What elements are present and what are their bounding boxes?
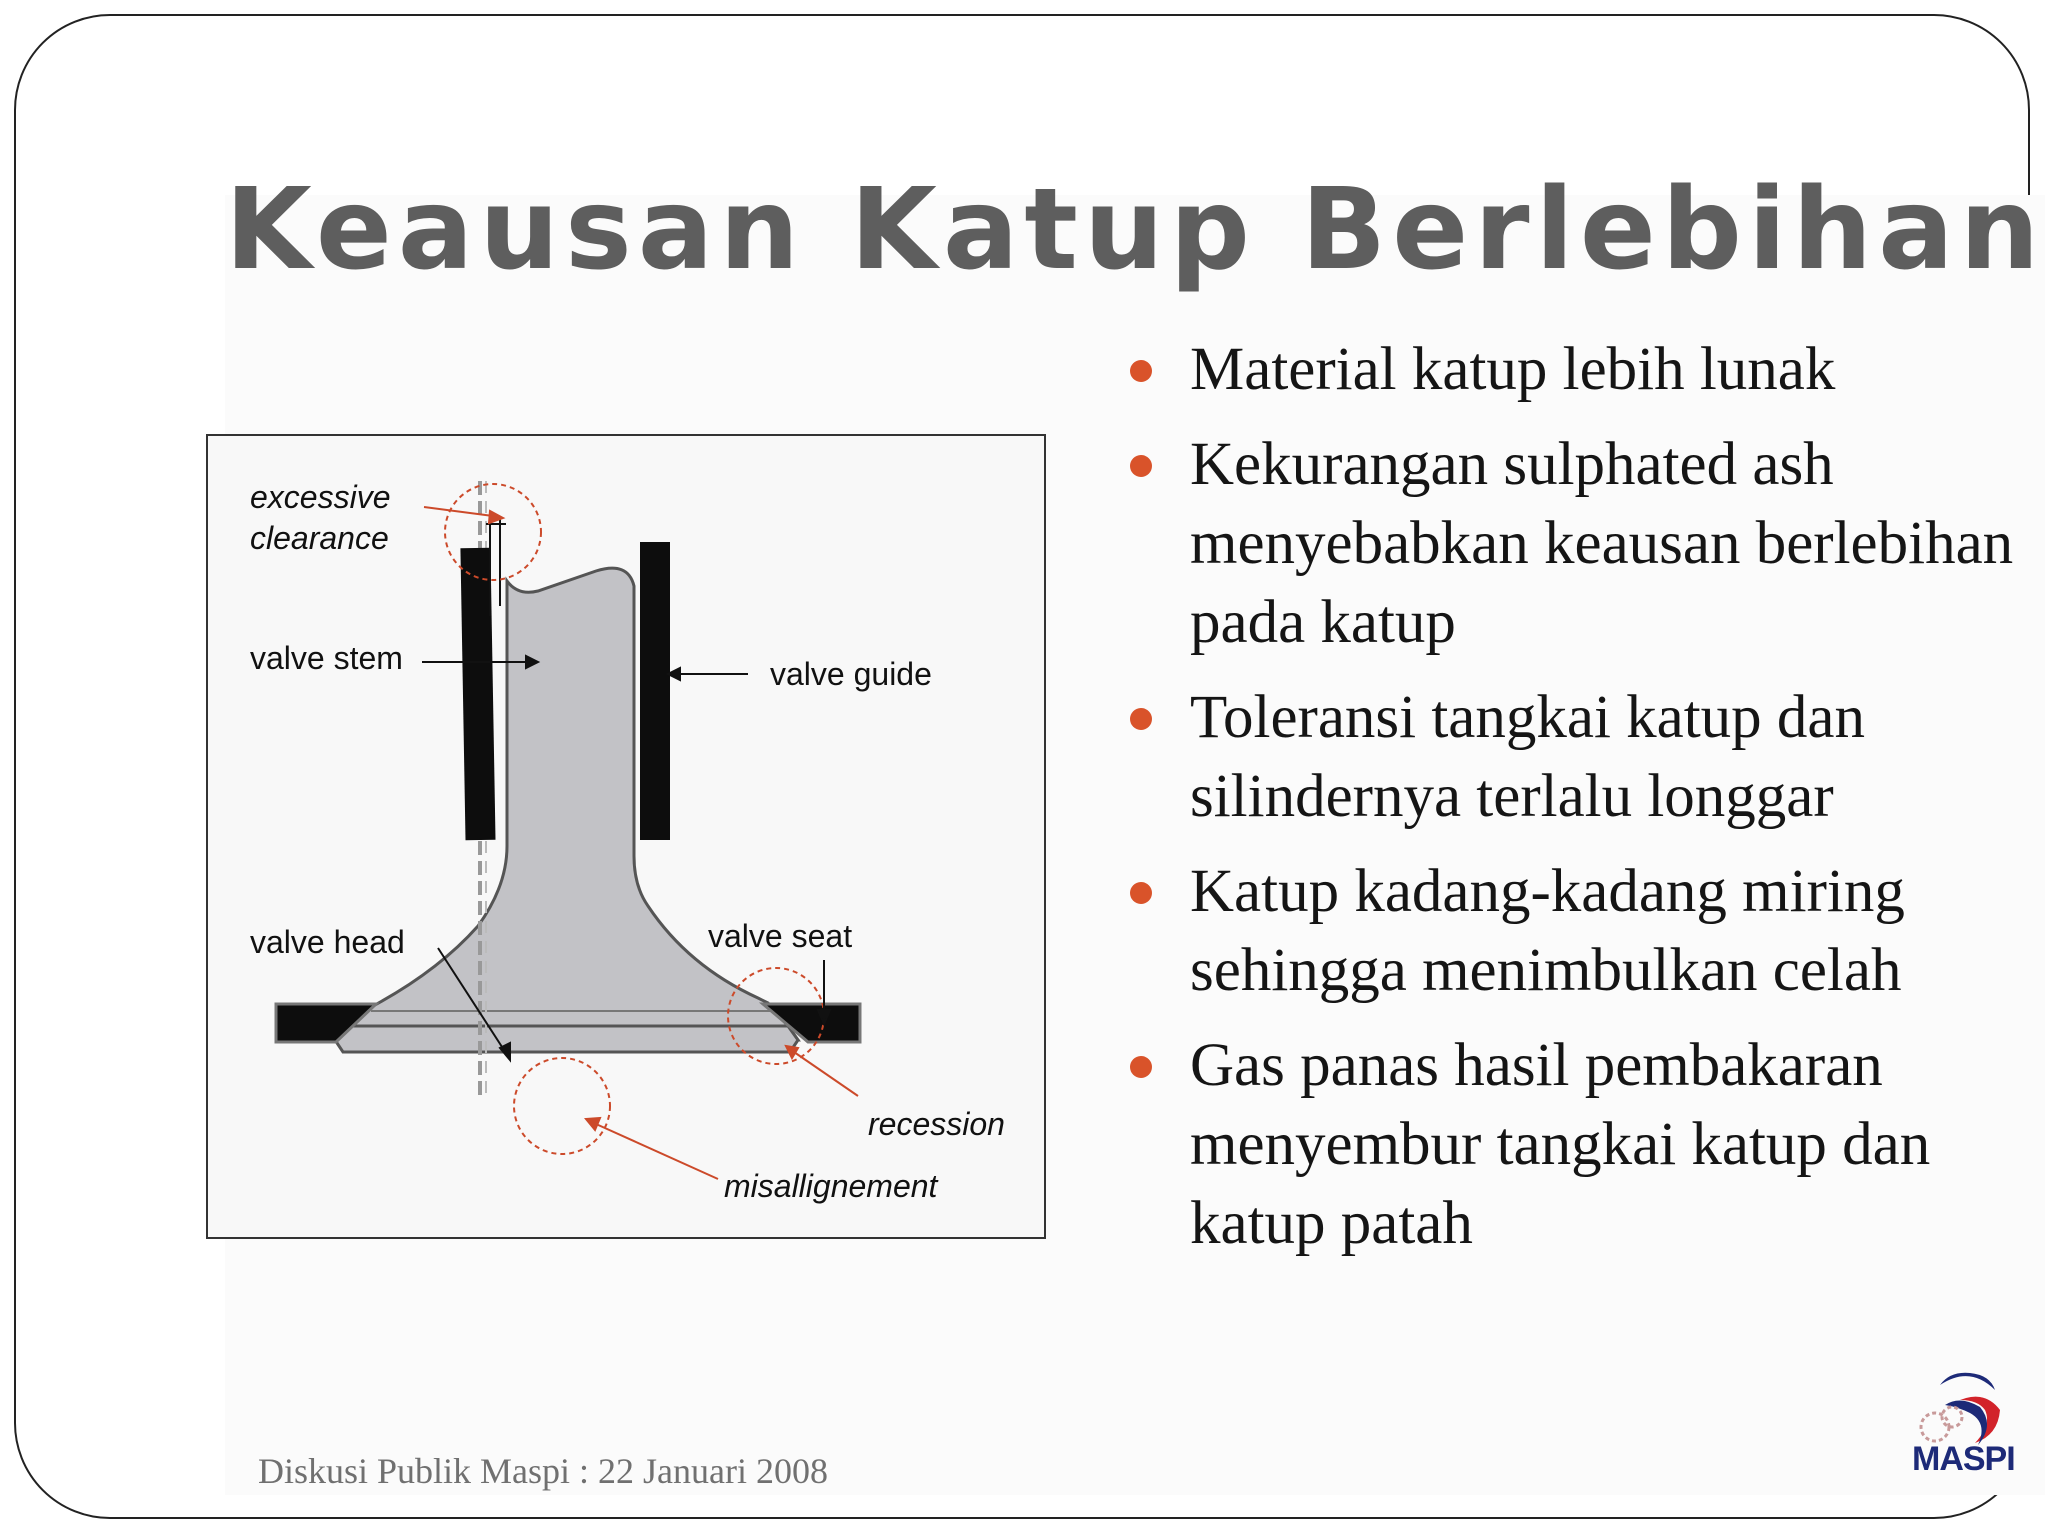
slide-footer: Diskusi Publik Maspi : 22 Januari 2008 [258, 1451, 829, 1491]
misalignment-circle [514, 1058, 610, 1154]
label-valve-seat: valve seat [708, 918, 853, 954]
bullet-dot-icon [1130, 1056, 1152, 1078]
maspi-logo-text: MASPI [1912, 1440, 2015, 1478]
label-recession: recession [868, 1106, 1005, 1142]
valve-wear-diagram [206, 434, 1046, 1239]
bullet-item: Katup kadang-kadang miring sehingga menimbulkan celah [1130, 852, 2030, 1010]
label-valve-stem: valve stem [250, 640, 403, 676]
bullet-item: Toleransi tangkai katup dan silindernya terlalu longgar [1130, 678, 2030, 836]
valve-body-shape [335, 568, 798, 1040]
label-valve-head: valve head [250, 924, 405, 960]
label-excessive: excessive [250, 479, 391, 515]
valve-head-face [335, 1026, 798, 1052]
valve-guide-right [640, 542, 670, 840]
label-valve-guide: valve guide [770, 656, 932, 692]
bullet-dot-icon [1130, 455, 1152, 477]
bullet-dot-icon [1130, 708, 1152, 730]
clearance-circle [445, 484, 541, 580]
bullet-dot-icon [1130, 360, 1152, 382]
bullet-list [1130, 330, 2030, 1279]
bullet-item: Gas panas hasil pembakaran menyembur tangkai katup dan katup patah [1130, 1026, 2030, 1263]
label-misallignement: misallignement [724, 1168, 938, 1204]
bullet-dot-icon [1130, 882, 1152, 904]
bullet-item: Material katup lebih lunak [1130, 330, 2030, 409]
label-clearance: clearance [250, 520, 389, 556]
bullet-item: Kekurangan sulphated ash menyebabkan keausan berlebihan pada katup [1130, 425, 2030, 662]
slide-title: Keausan Katup Berlebihan [225, 165, 2046, 295]
